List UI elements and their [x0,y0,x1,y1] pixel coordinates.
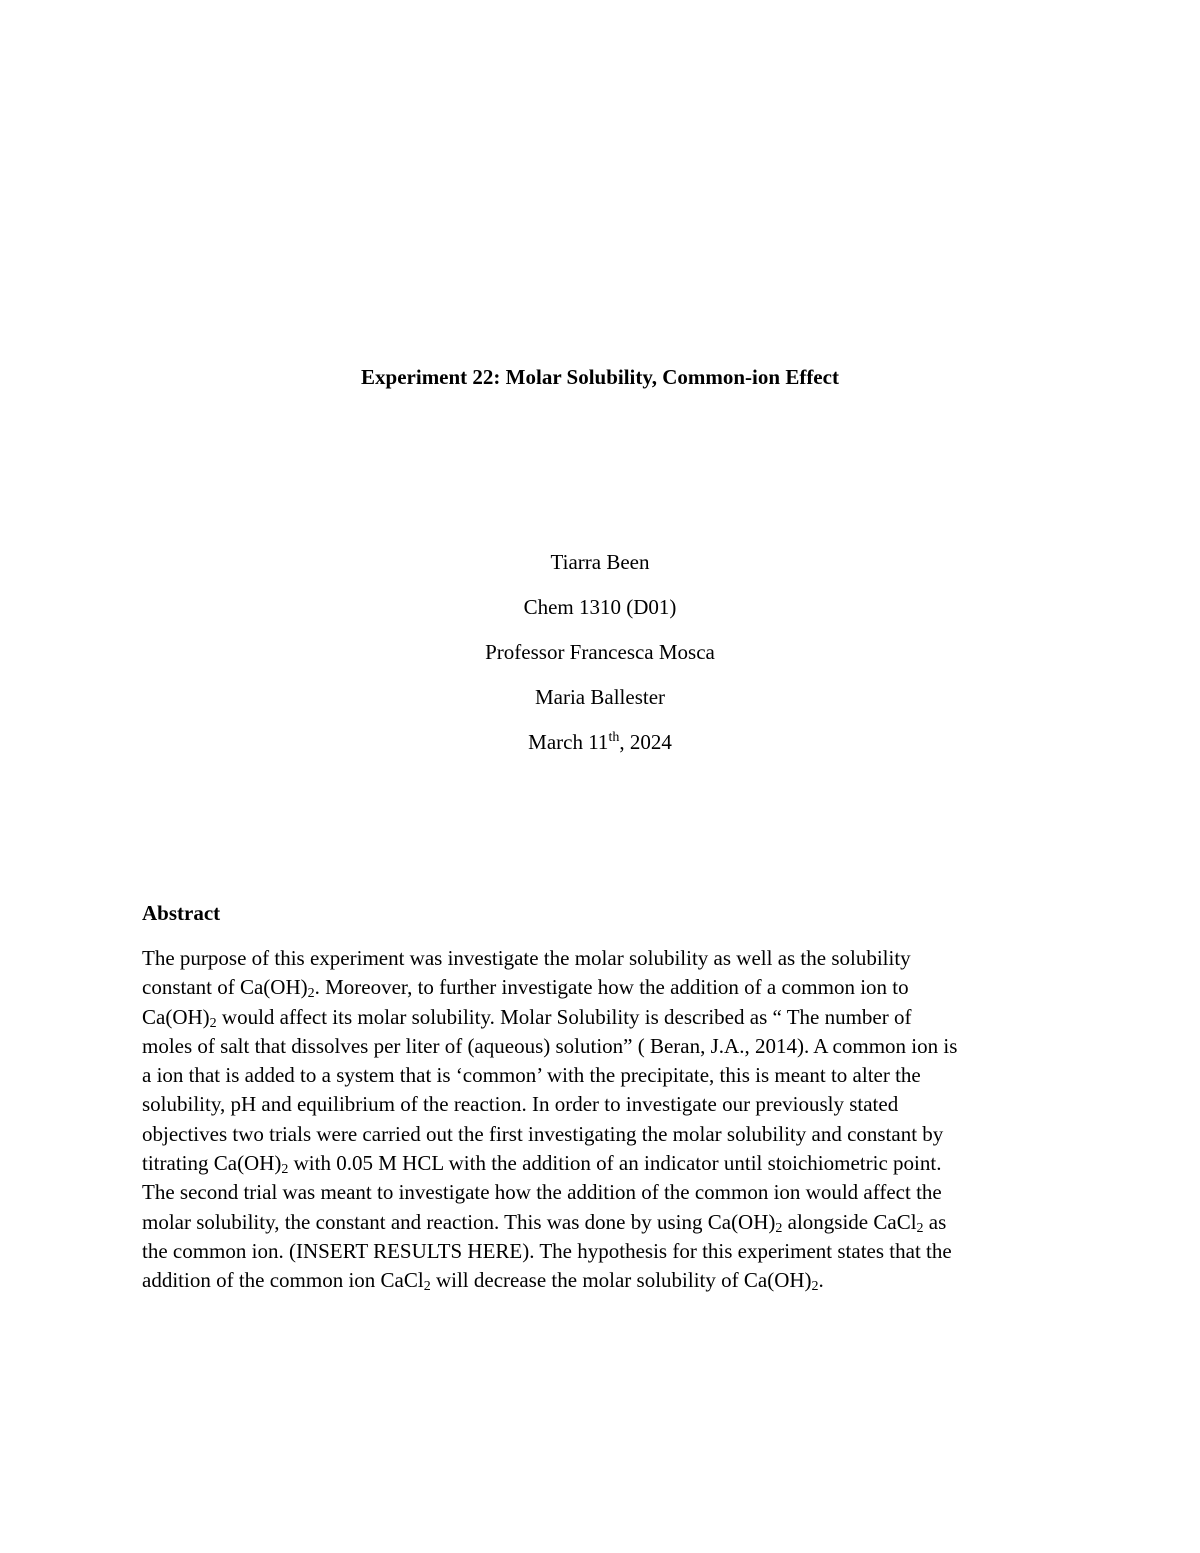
subscript: 2 [916,1220,924,1236]
date-main: March 11 [528,730,609,754]
abstract-line: moles of salt that dissolves per liter of (aqueous) solution” ( Beran, J.A., 2014). A common ion is [142,1033,958,1058]
professor-name: Professor Francesca Mosca [485,640,715,664]
subscript: 2 [307,986,315,1002]
date-year: , 2024 [619,730,672,754]
abstract-line [142,1149,1062,1178]
text-run: would affect its molar solubility. Molar Solubility is described as “ The number of [216,1004,912,1029]
abstract-line [142,973,1062,1002]
abstract-line: objectives two trials were carried out the first investigating the molar solubility and constant by [142,1121,944,1146]
subscript: 2 [423,1279,431,1295]
text-run: . Moreover, to further investigate how the addition of a common ion to [314,975,909,1000]
subscript: 2 [209,1015,217,1031]
abstract-heading: Abstract [142,901,221,925]
subscript: 2 [811,1279,819,1295]
text-run: with 0.05 M HCL with the addition of an indicator until stoichiometric point. [288,1151,942,1176]
text-run: addition of the common ion CaCl [142,1268,424,1293]
text-run: . [818,1268,824,1293]
abstract-line [142,1208,1062,1237]
date-ordinal: th [608,730,620,745]
author-name: Tiarra Been [550,550,650,574]
subscript: 2 [775,1220,783,1236]
date [0,720,1200,765]
subscript: 2 [281,1162,289,1178]
document-title: Experiment 22: Molar Solubility, Common-ion Effect [361,365,839,389]
text-run: molar solubility, the constant and reaction. This was done by using Ca(OH) [142,1209,776,1234]
text-run: titrating Ca(OH) [142,1151,282,1176]
course-name: Chem 1310 (D01) [523,595,677,619]
text-run: will decrease the molar solubility of Ca(OH) [430,1268,812,1293]
abstract-line: a ion that is added to a system that is ‘common’ with the precipitate, this is meant to alter the [142,1063,921,1088]
text-run: constant of Ca(OH) [142,975,308,1000]
text-run: Ca(OH) [142,1004,210,1029]
text-run: alongside CaCl [782,1209,917,1234]
abstract-line: solubility, pH and equilibrium of the reaction. In order to investigate our previously stated [142,1092,899,1117]
text-run: as [923,1209,947,1234]
abstract-line: The second trial was meant to investigate how the addition of the common ion would affect the [142,1180,942,1205]
partner-name: Maria Ballester [534,685,666,709]
abstract-line [142,1003,1062,1032]
abstract-body [142,944,1062,1296]
title-page-info [0,540,1200,765]
abstract-line: The purpose of this experiment was investigate the molar solubility as well as the solubility [142,946,911,970]
abstract-line [142,1266,1062,1295]
abstract-line: the common ion. (INSERT RESULTS HERE). The hypothesis for this experiment states that the [142,1238,952,1263]
